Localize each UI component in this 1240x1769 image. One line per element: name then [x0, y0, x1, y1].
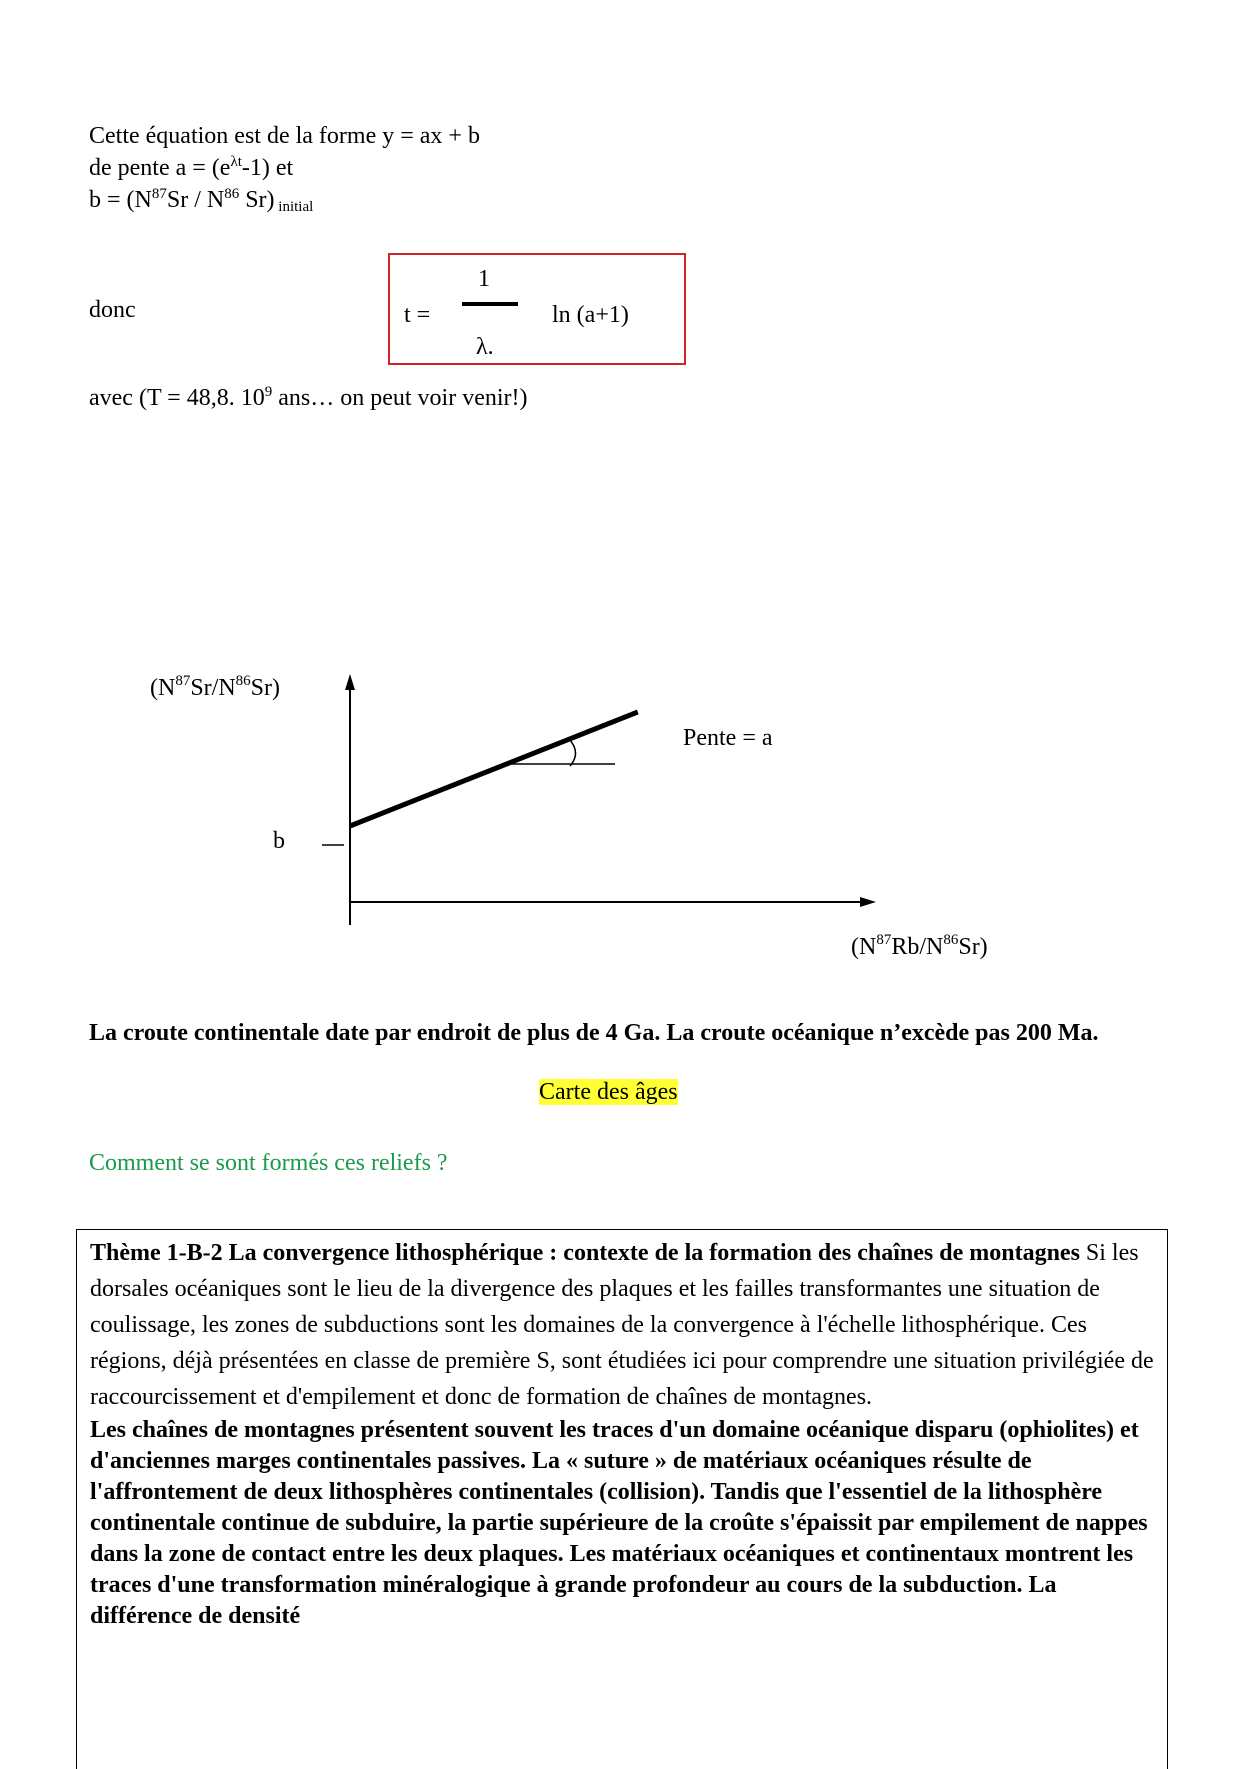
avec-exponent: 9 — [264, 384, 273, 400]
isochron-line — [350, 712, 638, 826]
formula-numerator: 1 — [478, 266, 490, 292]
formula-t-label: t = — [404, 302, 431, 328]
formula-denominator: λ. — [476, 334, 494, 360]
equation-b-part-1: b = (N — [89, 187, 152, 213]
croute-statement: La croute continentale date par endroit de plus de 4 Ga. La croute océanique n’excède pas 200 Ma. — [89, 1020, 1099, 1046]
theme-title: Thème 1-B-2 La convergence lithosphérique : contexte de la formation des chaînes de montagnes — [90, 1240, 1080, 1266]
theme-bold-paragraph: Les chaînes de montagnes présentent souvent les traces d'un domaine océanique disparu (ophiolites) et d'anciennes marges continentales passives. La « suture » de matériaux océaniques résulte de l'affrontement de deux lithosphères continentales (collision). Tandis que l'essentiel de la lithosphère continentale continue de subduire, la partie supérieure de la croûte s'épaissit par empilement de nappes dans la zone de contact entre les deux plaques. Les matériaux océaniques et continentaux montrent les traces d'une transformation minéralogique à grande profondeur au cours de la subduction. La différence de densité — [90, 1417, 1148, 1629]
highlight-text: Carte des âges — [539, 1079, 678, 1105]
theme-box — [76, 1229, 1168, 1769]
equation-b-part-2: Sr / N — [166, 187, 225, 213]
slope-angle-arc — [568, 738, 576, 766]
theme-intro: Si les dorsales océaniques sont le lieu de la divergence des plaques et les failles transformantes une situation de coulissage, les zones de subductions sont les domaines de la convergence à l'échelle lithosphérique. Ces régions, déjà présentées en classe de première S, sont étudiées ici pour comprendre une situation privilégiée de raccourcissement et d'empilement et donc de formation de chaînes de montagnes. — [90, 1240, 1154, 1410]
x-axis-label: $(N^{87}Rb/N^{86}Sr)$ — [851, 932, 988, 960]
formula-log: ln (a+1) — [552, 302, 629, 328]
slope-label: Pente = a — [683, 725, 773, 751]
equation-sup-87: 87 — [151, 186, 167, 202]
equation-b-part-3: Sr) — [239, 187, 275, 213]
question-heading: Comment se sont formés ces reliefs ? — [89, 1150, 448, 1176]
avec-prefix: avec (T = 48,8. 10 — [89, 385, 265, 411]
equation-sub-initial: initial — [274, 199, 314, 215]
equation-exponent: λt — [230, 154, 242, 170]
equation-sup-86: 86 — [224, 186, 240, 202]
y-axis-arrow — [345, 674, 355, 690]
x-axis-arrow — [860, 897, 876, 907]
equation-line-2-prefix: de pente a = (e — [89, 155, 231, 181]
equation-line-2-suffix: -1) et — [241, 155, 294, 181]
y-axis-label: $(N^{87}Sr/N^{86}Sr)$ — [150, 673, 281, 701]
avec-suffix: ans… on peut voir venir!) — [272, 385, 528, 411]
equation-line-1: Cette équation est de la forme y = ax + b — [89, 123, 480, 149]
donc-label: donc — [89, 297, 136, 323]
intercept-label: b — [273, 828, 285, 854]
carte-des-ages-highlight — [539, 1076, 678, 1108]
theme-intro-paragraph — [90, 1235, 1155, 1415]
